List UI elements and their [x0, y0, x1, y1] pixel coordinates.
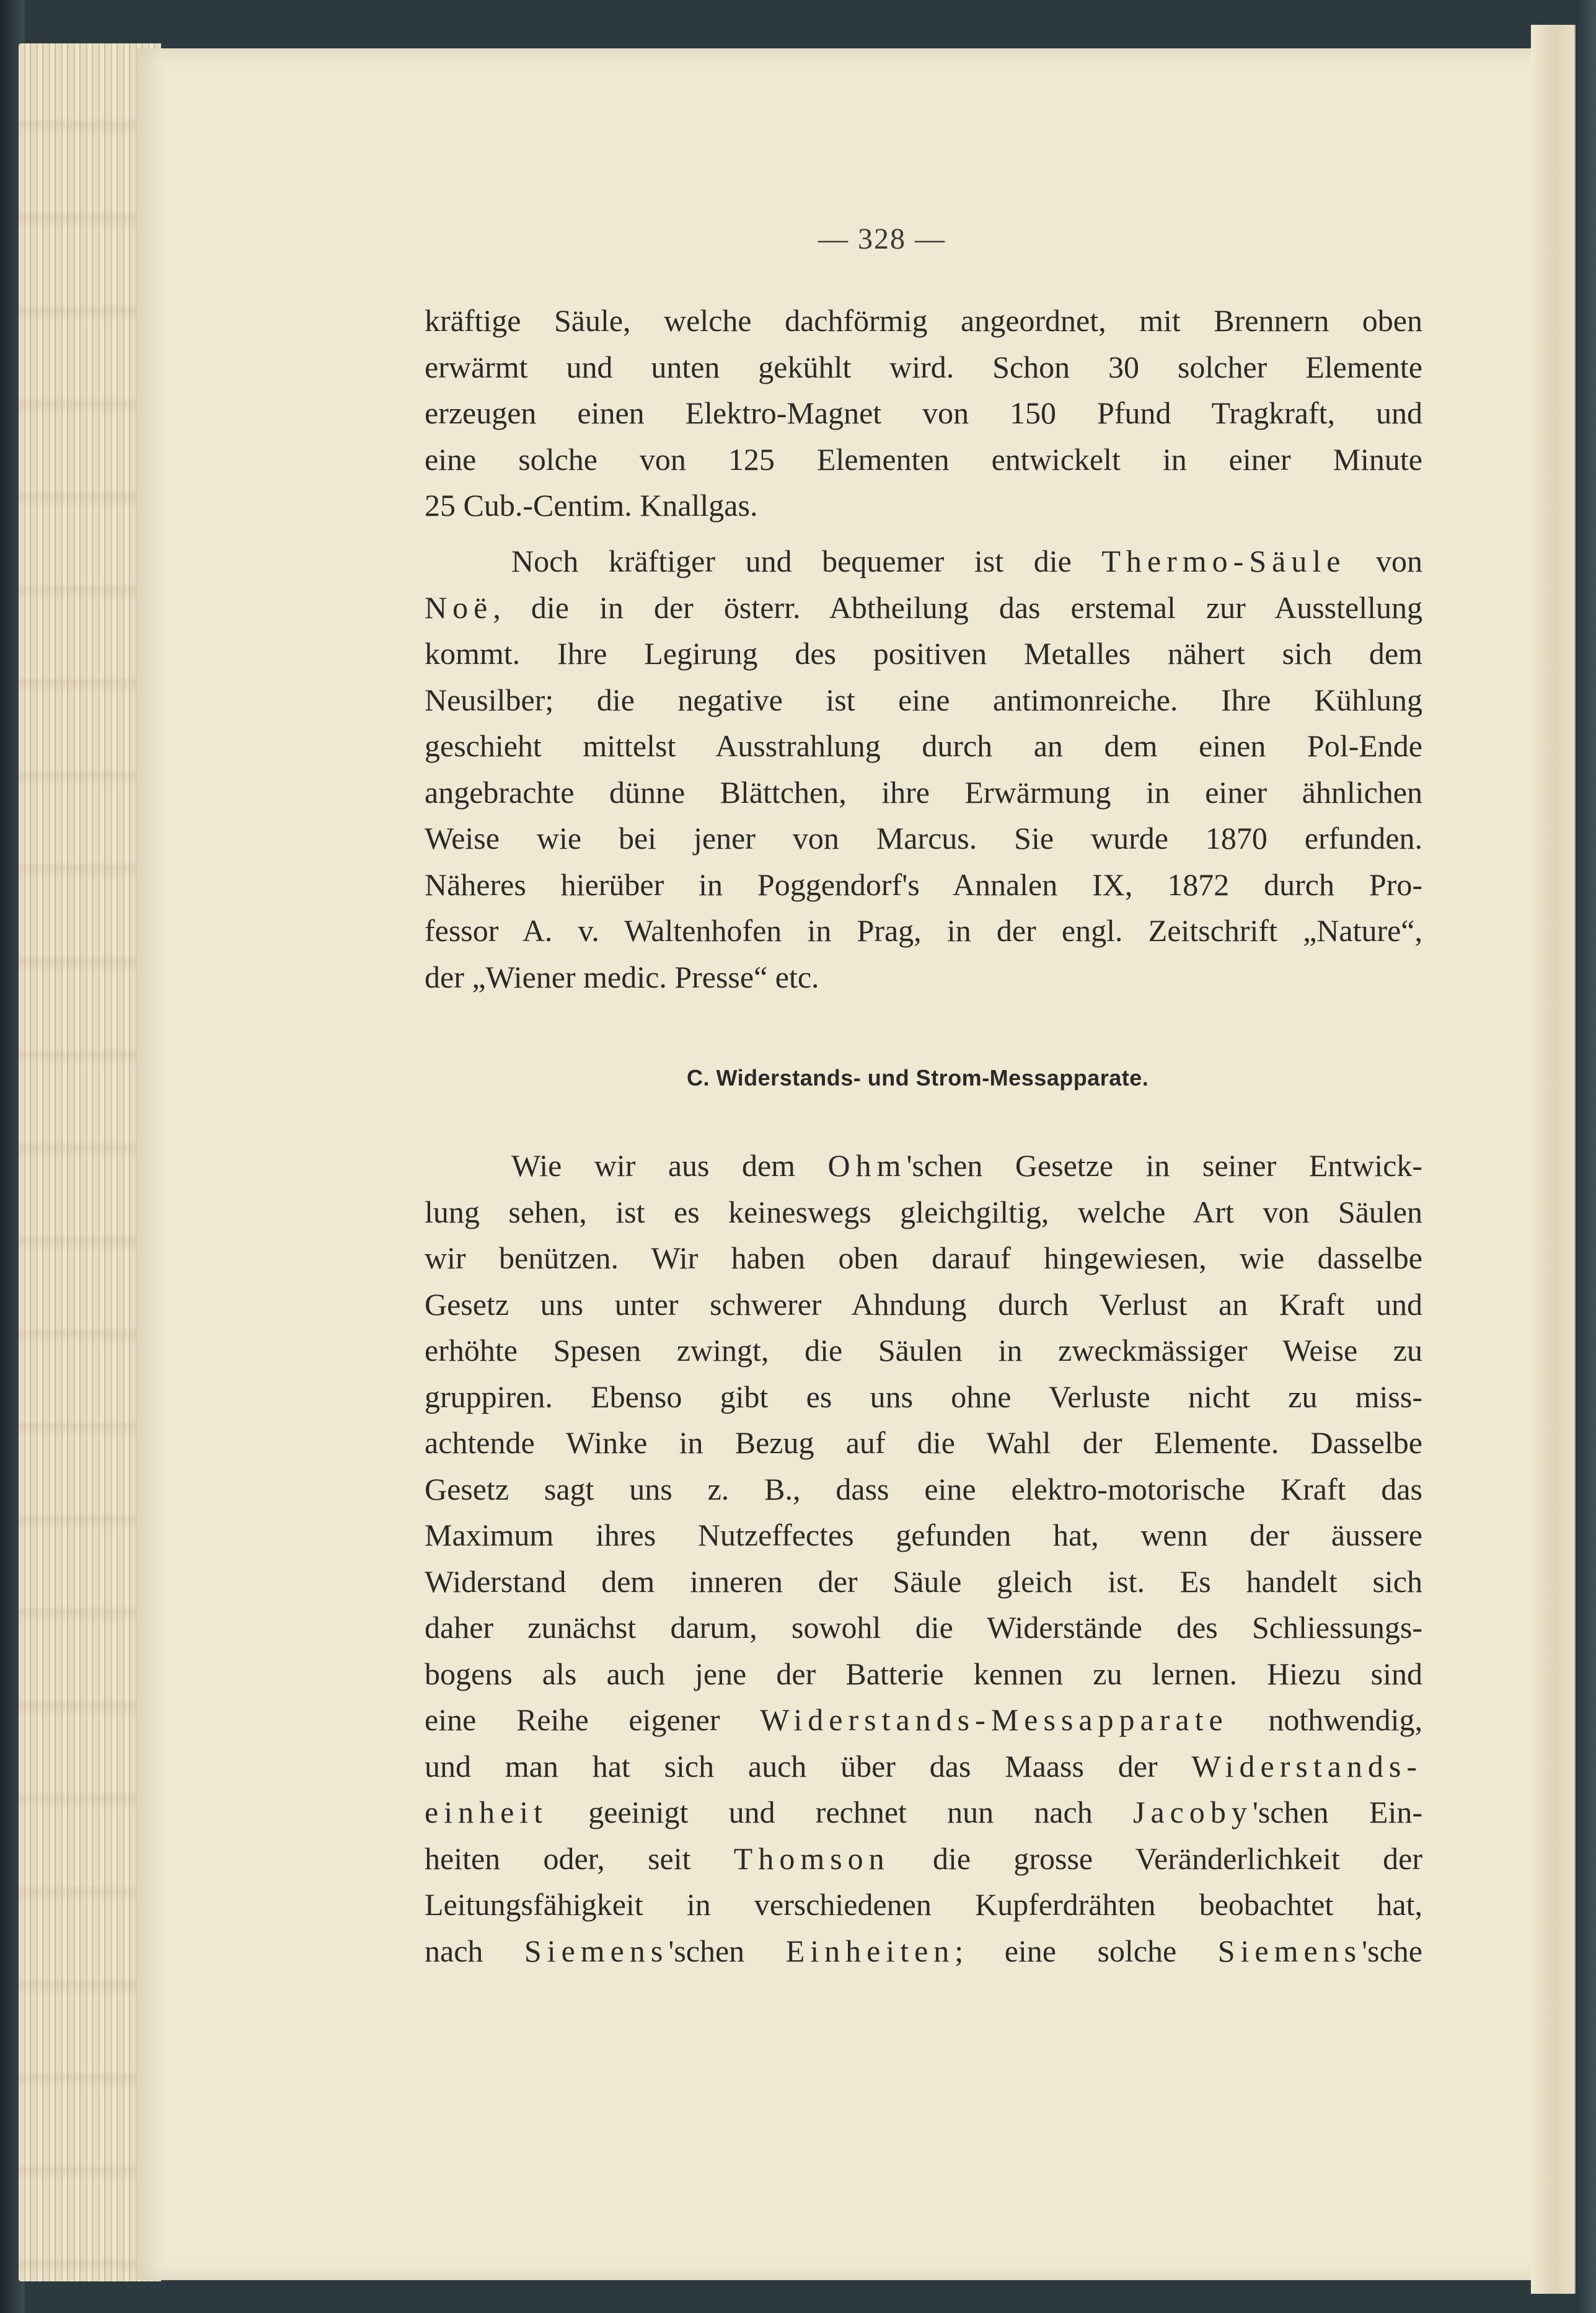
text-line: Näheres hierüber in Poggendorf's Annalen IX, 1872 durch Pro- [425, 867, 1422, 902]
text-line: lung sehen, ist es keineswegs gleichgiltig, welche Art von Säulen [425, 1194, 1422, 1229]
spaced-term: Einheiten [785, 1933, 955, 1968]
spaced-term: Widerstands- [1191, 1748, 1422, 1784]
text-line: Leitungsfähigkeit in verschiedenen Kupferdrähten beobachtet hat, [425, 1887, 1422, 1922]
text-line: Maximum ihres Nutzeffectes gefunden hat, wenn der äussere [425, 1518, 1422, 1552]
text-line: Neusilber; die negative ist eine antimonreiche. Ihre Kühlung [425, 682, 1422, 717]
text-line: Widerstand dem inneren der Säule gleich ist. Es handelt sich [425, 1563, 1422, 1599]
text-line: Gesetz uns unter schwerer Ahndung durch Verlust an Kraft und [425, 1286, 1422, 1322]
text-line: daher zunächst darum, sowohl die Widerstände des Schliessungs- [425, 1610, 1422, 1645]
text-line: angebrachte dünne Blättchen, ihre Erwärmung in einer ähnlichen [425, 774, 1422, 810]
text-line: Gesetz sagt uns z. B., dass eine elektro-motorische Kraft das [425, 1471, 1422, 1506]
text-line: Weise wie bei jener von Marcus. Sie wurde 1870 erfunden. [425, 821, 1422, 856]
text-line: eine solche von 125 Elementen entwickelt in einer Minute [425, 441, 1422, 477]
text-line: nach Siemens'schen Einheiten; eine solche Siemens'sche [425, 1933, 1422, 1968]
spaced-term: Jacoby [1132, 1795, 1253, 1829]
paragraph-1 [425, 298, 1422, 529]
spaced-term: Siemens [1217, 1933, 1362, 1968]
text-line: erhöhte Spesen zwingt, die Säulen in zweckmässiger Weise zu [425, 1333, 1422, 1368]
text-line: eine Reihe eigener Widerstands-Messapparate nothwendig, [425, 1702, 1422, 1737]
text-line: wir benützen. Wir haben oben darauf hingewiesen, wie dasselbe [425, 1241, 1422, 1275]
text-line: kommt. Ihre Legirung des positiven Metalles nähert sich dem [425, 636, 1422, 671]
text-line: Noch kräftiger und bequemer ist die Thermo-Säule von [511, 544, 1422, 578]
text-line: fessor A. v. Waltenhofen in Prag, in der engl. Zeitschrift „Nature“, [425, 913, 1422, 948]
text-line: gruppiren. Ebenso gibt es uns ohne Verluste nicht zu miss- [425, 1379, 1422, 1414]
text-line: erwärmt und unten gekühlt wird. Schon 30 solcher Elemente [425, 349, 1422, 384]
text-line: erzeugen einen Elektro-Magnet von 150 Pfund Tragkraft, und [425, 396, 1422, 430]
spaced-term: Widerstands-Messapparate [760, 1702, 1228, 1737]
section-heading: C. Widerstands- und Strom-Messapparate. [687, 1065, 1149, 1090]
text-line: heiten oder, seit Thomson die grosse Veränderlichkeit der [425, 1841, 1422, 1876]
spaced-term: einheit [425, 1795, 549, 1829]
next-leaf-edge [1531, 25, 1576, 2294]
spaced-term: Siemens [524, 1933, 669, 1968]
spaced-term: Thomson [733, 1841, 890, 1876]
text-line: der „Wiener medic. Presse“ etc. [425, 959, 819, 994]
spaced-term: Thermo-Säule [1101, 544, 1346, 578]
text-line: Noë, die in der österr. Abtheilung das erstemal zur Ausstellung [425, 590, 1422, 625]
text-line: achtende Winke in Bezug auf die Wahl der Elemente. Dasselbe [425, 1425, 1422, 1460]
text-line: Wie wir aus dem Ohm'schen Gesetze in seiner Entwick- [511, 1148, 1422, 1183]
spaced-term: Noë [425, 590, 493, 625]
spaced-term: Ohm [827, 1148, 907, 1183]
right-cover-strip [1576, 0, 1596, 2313]
page-number: — 328 — [818, 223, 946, 255]
paragraph-2 [425, 538, 1422, 1000]
text-line: 25 Cub.-Centim. Knallgas. [425, 488, 758, 523]
text-line: einheit geeinigt und rechnet nun nach Jacoby'schen Ein- [425, 1795, 1422, 1829]
text-line: bogens als auch jene der Batterie kennen zu lernen. Hiezu sind [425, 1656, 1422, 1691]
text-line: geschieht mittelst Ausstrahlung durch an dem einen Pol-Ende [425, 728, 1422, 763]
paragraph-3 [425, 1143, 1422, 1974]
text-line: und man hat sich auch über das Maass der Widerstands- [425, 1748, 1422, 1784]
text-line: kräftige Säule, welche dachförmig angeordnet, mit Brennern oben [425, 303, 1422, 338]
